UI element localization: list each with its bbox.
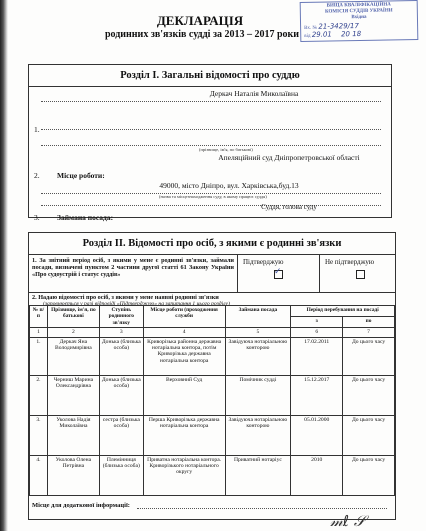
row-workplace: Приватна нотаріальна контора. Криворізького нотаріального округу — [143, 455, 225, 495]
q1-bottom-divider — [29, 292, 395, 293]
stamp-date: 29.01 — [311, 30, 332, 39]
dotted-line — [41, 145, 381, 146]
col-number: 2 — [47, 328, 99, 337]
section-1-divider — [29, 86, 391, 87]
header-position: Займана посада — [225, 306, 291, 328]
row-no: 3. — [30, 415, 48, 455]
row-position: Помічник судді — [225, 375, 291, 415]
col-number: 6 — [291, 328, 343, 337]
handwritten-signature: 𝓂ℓ 𝒮 — [330, 512, 366, 530]
row-position: Завідуюча нотаріальною конторою — [225, 337, 291, 375]
extra-info-label: Місце для додаткової інформації: — [32, 502, 130, 509]
question-2-number: 2. — [32, 294, 37, 301]
row-to: До цього часу — [343, 375, 395, 415]
position-label: Займана посада: — [57, 213, 114, 222]
row-degree: сестра (близька особа) — [99, 415, 143, 455]
q1-vertical-divider — [237, 254, 238, 292]
row-name: Уколова Олена Петрівна — [47, 455, 99, 495]
col-number: 7 — [343, 328, 395, 337]
question-2-text: Надаю відомості про осіб, з якими у мене наявні родинні зв'язки — [38, 294, 219, 301]
row-name: Уколова Надія Миколаївна — [47, 415, 99, 455]
row-workplace: Верховний Суд — [143, 375, 225, 415]
workplace-label: Місце роботи: — [57, 171, 105, 180]
table-row — [30, 337, 395, 375]
header-degree: Ступінь родинного зв'язку — [99, 306, 143, 328]
relatives-table — [29, 305, 395, 496]
q1-vertical-divider — [319, 254, 320, 292]
col-number: 1 — [30, 328, 48, 337]
col-number: 4 — [143, 328, 225, 337]
row-from: 15.12.2017 — [291, 375, 343, 415]
col-number: 5 — [225, 328, 291, 337]
header-workplace: Місце роботи (проходження служби — [143, 306, 225, 328]
stamp-line2: КОМІСІЯ СУДДІВ УКРАЇНИ — [324, 8, 393, 15]
item-2-number: 2. — [34, 171, 40, 180]
row-degree: Племінниця (близька особа) — [99, 455, 143, 495]
header-from: з — [291, 317, 343, 328]
row-no: 4. — [30, 455, 48, 495]
row-workplace: Перша Криворізька державна нотаріальна контора — [143, 415, 225, 455]
stamp-reg-no: 21-3429/17 — [318, 22, 359, 31]
judge-full-name: Деркач Наталія Миколаївна — [209, 89, 299, 98]
workplace-line-1: Апеляційний суд Дніпропетровської області — [218, 153, 360, 162]
not-confirm-checkbox[interactable] — [356, 270, 365, 279]
header-no: № п/п — [30, 306, 48, 328]
column-number-row — [30, 328, 395, 337]
row-name: Черниш Марина Олександрівна — [47, 375, 99, 415]
table-row — [30, 415, 395, 455]
col-number: 3 — [99, 328, 143, 337]
question-1-number: 1. — [32, 257, 37, 264]
row-no: 2. — [30, 375, 48, 415]
stamp-line3: Вхідна — [351, 14, 367, 21]
full-name-hint: (прізвище, ім'я, по батькові) — [199, 147, 253, 152]
row-position: Приватний нотаріус — [225, 455, 291, 495]
table-row — [30, 455, 395, 495]
document-subtitle: родинних зв'язків судді за 2013 – 2017 роки — [104, 29, 300, 40]
question-1 — [32, 257, 234, 279]
row-from: 17.02.2011 — [291, 337, 343, 375]
section-2-divider — [29, 254, 395, 255]
row-to: До цього часу — [343, 455, 395, 495]
stamp-year: 20 18 — [341, 29, 362, 39]
header-to: по — [343, 317, 395, 328]
row-from: 2010 — [291, 455, 343, 495]
row-workplace: Криворізька районна державна нотаріальна контора, потім Криворізька державна нотаріальна контора — [143, 337, 225, 375]
dotted-line — [137, 508, 387, 509]
header-name: Прізвище, ім'я, по батькові — [47, 306, 99, 328]
row-to: До цього часу — [343, 337, 395, 375]
row-degree: Донька (близька особа) — [99, 337, 143, 375]
row-no: 1. — [30, 337, 48, 375]
section-2-title: Розділ ІІ. Відомості про осіб, з якими є родинні зв'язки — [82, 238, 342, 249]
section-1-title: Розділ І. Загальні відомості про суддю — [120, 70, 300, 81]
confirm-label: Підтверджую — [243, 258, 284, 266]
table-row — [30, 375, 395, 415]
stamp-line1: ВИЩА КВАЛІФІКАЦІЙНА — [326, 2, 391, 9]
workplace-line-2: 49000, місто Дніпро, вул. Харківська,буд.13 — [159, 181, 299, 190]
question-2 — [32, 294, 219, 301]
document-title: ДЕКЛАРАЦІЯ — [156, 13, 244, 28]
row-name: Деркач Яна Володимирівна — [47, 337, 99, 375]
row-position: Завідуюча нотаріальною конторою — [225, 415, 291, 455]
row-from: 05.01.2000 — [291, 415, 343, 455]
scan-edge — [0, 0, 8, 531]
stamp-date-label: від — [304, 33, 311, 39]
section-1 — [28, 64, 392, 222]
header-period: Період перебування на посаді — [291, 306, 395, 317]
confirm-check-mark: ✓ — [274, 266, 282, 276]
table-header-row — [30, 306, 395, 317]
item-1-number: 1. — [34, 125, 40, 134]
row-degree: Донька (близька особа) — [99, 375, 143, 415]
workplace-hint: (назва та місцезнаходження суду, в якому працює суддя) — [159, 194, 267, 199]
question-2-hint: (заповнюється у разі відповіді «Підтверджую» на запитання 1 цього розділу) — [43, 301, 230, 307]
row-to: До цього часу — [343, 415, 395, 455]
question-1-text: За звітний період осіб, з якими у мене є родинні зв'язки, займали посади, визначені пунктом 2 частини другої статті 61 Закону України «Про судоустрій і статус суддів» — [32, 257, 234, 279]
stamp-reg-label: Вх. № — [304, 25, 318, 31]
position-value: Суддя, голова суду — [261, 203, 317, 211]
item-3-number: 3. — [34, 213, 40, 222]
dotted-line — [41, 129, 381, 130]
dotted-line — [41, 101, 381, 102]
not-confirm-label: Не підтверджую — [325, 258, 375, 266]
